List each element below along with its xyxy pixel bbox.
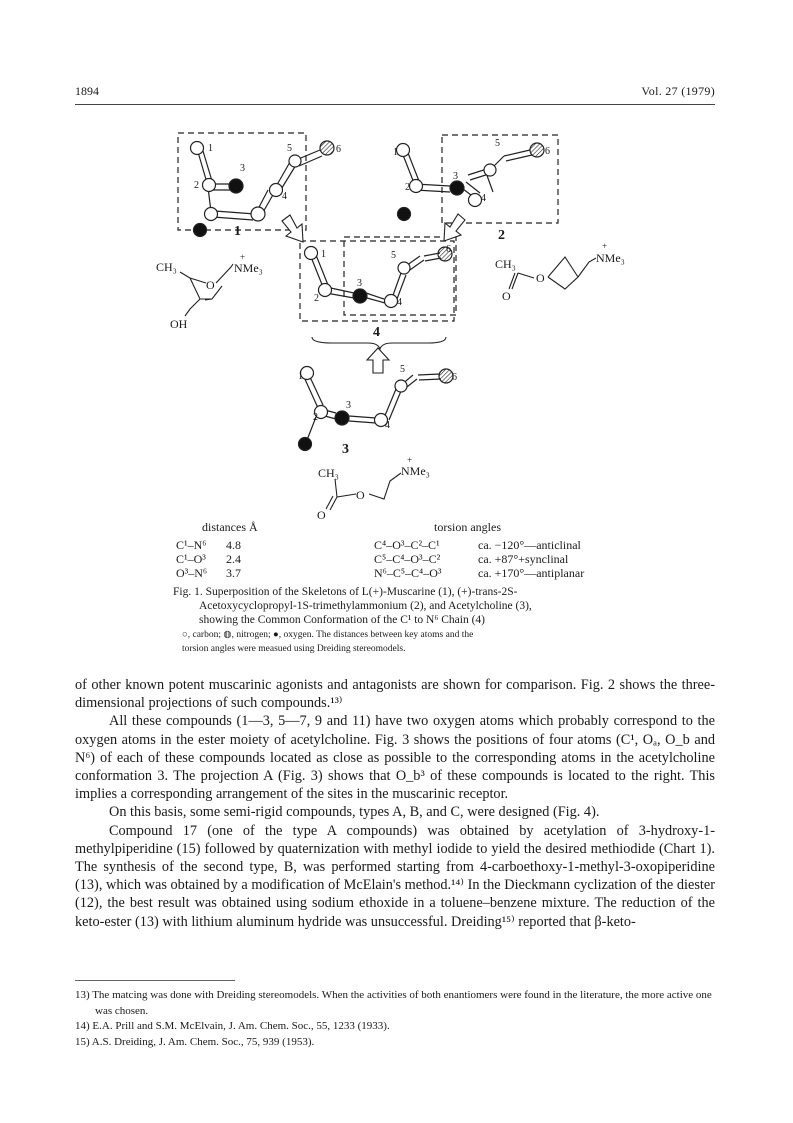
arrow-up (367, 348, 389, 373)
svg-text:CH₃: CH₃ (495, 257, 516, 271)
svg-text:3: 3 (240, 163, 245, 174)
carbon-atom (205, 208, 218, 221)
svg-text:1: 1 (393, 147, 398, 158)
caption-note: ○, carbon; ◍, nitrogen; ●, oxygen. The distances between key atoms and the (182, 630, 474, 640)
paragraph: Compound 17 (one of the type A compounds) was obtained by acetylation of 3-hydroxy-1-methylpiperidine (15) followed by quaternization with methyl iodide to yield the desired methiodide (Chart 1). The synthesis of the second type, B, was performed starting from 4-carboethoxy-1-methyl-3-oxopiperidine (13), which was obtained by a modification of McElain's method.¹⁴⁾ In the Dieckmann cyclization of the diester (12), the best result was obtained using sodium ethoxide in a toluene–benzene mixture. The reduction of the keto-ester (13) with lithium aluminum hydride was unsuccessful. Dreiding¹⁵⁾ reported that β-keto- (75, 822, 715, 930)
svg-text:NMe₃: NMe₃ (234, 261, 263, 275)
svg-text:O: O (206, 278, 215, 292)
torsion-row: C⁵–C⁴–O³–C² ca. +87°+synclinal (374, 552, 569, 566)
footnotes (75, 988, 715, 1050)
carbon-atom (398, 262, 410, 274)
svg-text:4: 4 (397, 297, 402, 308)
nitrogen-atom (320, 141, 334, 155)
carbon-atom (191, 142, 204, 155)
distance-row: C¹–O³ 2.4 (176, 552, 241, 566)
svg-text:3: 3 (357, 278, 362, 289)
svg-text:2: 2 (194, 180, 199, 191)
cyclopropyl-structure (509, 257, 596, 289)
paragraph: of other known potent muscarinic agonists and antagonists are shown for comparison. Fig. 2 shows the three-dimensional projections of such compounds.¹³⁾ (75, 677, 715, 712)
svg-text:5: 5 (391, 250, 396, 261)
skeleton-1 (178, 133, 334, 237)
compound-label-2: 2 (498, 228, 505, 243)
svg-text:2: 2 (405, 182, 410, 193)
torsion-table (374, 520, 674, 580)
carbon-atom (469, 194, 482, 207)
caption-line: Acetoxycyclopropyl-1S-trimethylammonium (2), and Acetylcholine (3), (199, 600, 532, 612)
svg-text:6: 6 (545, 146, 550, 157)
svg-text:4: 4 (282, 191, 287, 202)
carbon-atom (305, 247, 318, 260)
carbon-atom (270, 184, 283, 197)
footnote: 15) A.S. Dreiding, J. Am. Chem. Soc., 75, 939 (1953). (75, 1035, 315, 1048)
arrow-down-right (282, 215, 303, 242)
svg-text:OH: OH (170, 317, 188, 331)
svg-text:6: 6 (446, 244, 451, 255)
distances-header: distances Å (202, 520, 258, 534)
arrow-down-left (444, 214, 465, 241)
svg-text:CH₃: CH₃ (156, 260, 177, 274)
svg-text:3: 3 (453, 171, 458, 182)
oxygen-atom (194, 224, 207, 237)
compound-label-1: 1 (234, 224, 241, 239)
svg-text:NMe₃: NMe₃ (596, 251, 625, 265)
superposition-arrows (282, 214, 465, 373)
svg-text:4: 4 (481, 193, 486, 204)
carbon-atom (410, 180, 423, 193)
svg-text:5: 5 (400, 364, 405, 375)
svg-text:3: 3 (346, 400, 351, 411)
carbon-atom (397, 144, 410, 157)
svg-text:CH₃: CH₃ (318, 466, 339, 480)
skeleton-2 (397, 135, 559, 223)
carbon-atom (385, 295, 398, 308)
torsion-row: N⁶–C⁵–C⁴–O³ ca. +170°—antiplanar (374, 566, 585, 580)
compound-label-3: 3 (342, 442, 349, 457)
distances-table (176, 520, 326, 580)
svg-text:6: 6 (452, 372, 457, 383)
oxygen-atom (229, 179, 243, 193)
svg-text:2: 2 (314, 293, 319, 304)
svg-text:+: + (240, 252, 246, 262)
distance-row: C¹–N⁶ 4.8 (176, 538, 241, 552)
atom-numbers (194, 138, 550, 431)
oxygen-atom (398, 208, 411, 221)
carbon-atom (251, 207, 265, 221)
svg-text:1: 1 (298, 371, 303, 382)
footnote-rule (75, 980, 235, 981)
svg-text:1: 1 (321, 249, 326, 260)
nitrogen-atom (439, 369, 453, 383)
volume-info: Vol. 27 (1979) (641, 84, 715, 98)
carbon-atom (319, 284, 332, 297)
compound-label-4: 4 (373, 325, 380, 340)
carbon-atom (203, 179, 216, 192)
torsion-header: torsion angles (434, 520, 501, 534)
caption-line: showing the Common Conformation of the C¹ to N⁶ Chain (4) (199, 614, 485, 626)
svg-text:NMe₃: NMe₃ (401, 464, 430, 478)
svg-text:5: 5 (495, 138, 500, 149)
page-number: 1894 (75, 84, 99, 98)
svg-text:O: O (536, 271, 545, 285)
carbon-atom (484, 164, 496, 176)
figure-caption (173, 585, 633, 655)
carbon-atom (289, 155, 301, 167)
caption-note: torsion angles were measued using Dreiding stereomodels. (182, 644, 406, 654)
svg-text:4: 4 (385, 420, 390, 431)
oxygen-atom (450, 181, 464, 195)
svg-text:+: + (602, 241, 608, 251)
paragraph: On this basis, some semi-rigid compounds, types A, B, and C, were designed (Fig. 4). (109, 804, 600, 821)
oxygen-atom (335, 411, 349, 425)
svg-text:+: + (407, 455, 413, 465)
svg-text:2: 2 (313, 412, 318, 423)
carbon-atom (395, 380, 407, 392)
footnote: 13) The matcing was done with Dreiding stereomodels. When the activities of both enantiomers were found in the literature, the more active one was chosen. (75, 989, 712, 1017)
nitrogen-atom (530, 143, 544, 157)
svg-text:O: O (356, 488, 365, 502)
body-text (75, 676, 715, 931)
svg-text:6: 6 (336, 144, 341, 155)
formula-text (156, 241, 625, 522)
caption-line: Fig. 1. Superposition of the Skeletons of L(+)-Muscarine (1), (+)-trans-2S- (173, 586, 518, 598)
oxygen-atom (299, 438, 312, 451)
paragraph: All these compounds (1—3, 5—7, 9 and 11) have two oxygen atoms which probably correspond to the oxygen atoms in the ester moiety of acetylcholine. Fig. 3 shows the positions of four atoms (C¹, Oₐ, O_b and N⁶) of each of these compounds located as close as possible to the corresponding atoms in the acetylcholine conformation 3. The projection A (Fig. 3) shows that O_b³ of these compounds is located to the right. This implies a corresponding arrangement of the sites in the muscarinic receptor. (75, 713, 715, 803)
svg-text:1: 1 (208, 143, 213, 154)
svg-text:O: O (317, 508, 326, 522)
torsion-row: C⁴–O³–C²–C¹ ca. −120°—anticlinal (374, 538, 581, 552)
skeleton-3 (299, 367, 454, 451)
oxygen-atom (353, 289, 367, 303)
svg-text:O: O (502, 289, 511, 303)
svg-text:5: 5 (287, 143, 292, 154)
distance-row: O³–N⁶ 3.7 (176, 566, 241, 580)
footnote: 14) E.A. Prill and S.M. McElvain, J. Am. Chem. Soc., 55, 1233 (1933). (75, 1020, 390, 1032)
